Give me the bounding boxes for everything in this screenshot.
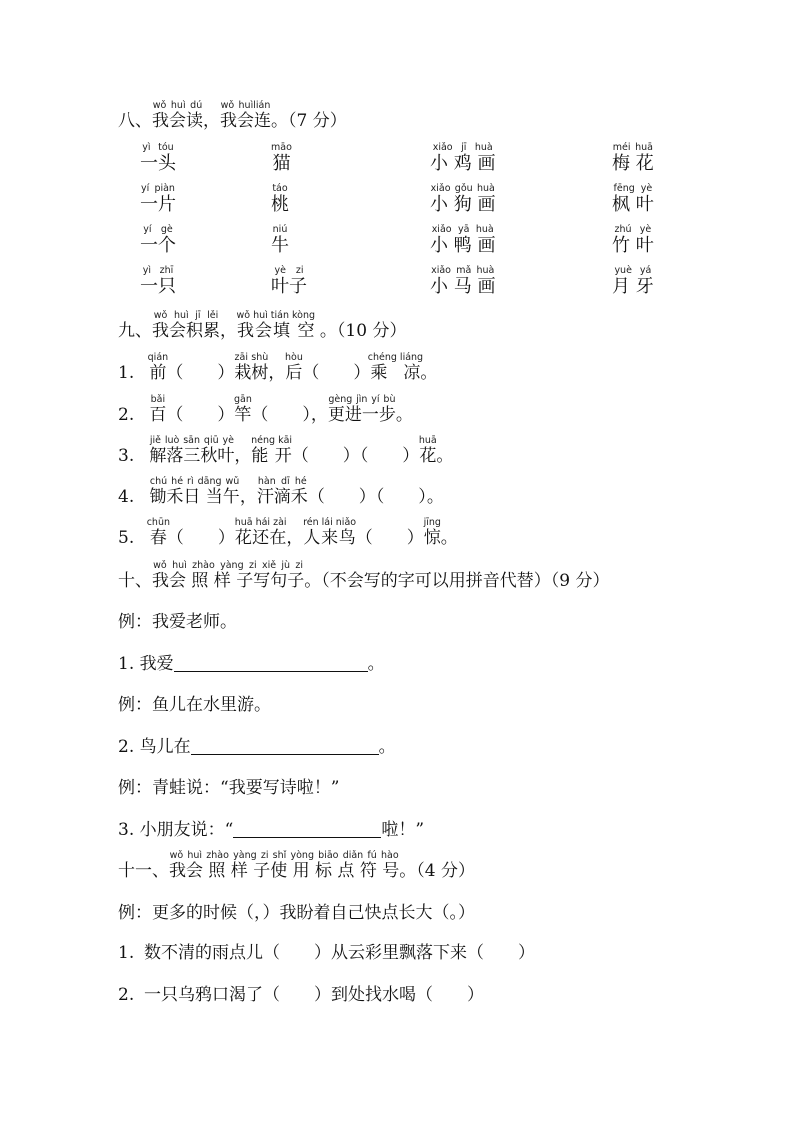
section10-heading	[118, 560, 609, 591]
answer-blank[interactable]: （ ）	[166, 528, 235, 548]
ruby-word: 我会填 空wǒ huì tián kòng	[236, 310, 316, 341]
sentence-item-1: 1. 我爱 。	[118, 654, 385, 674]
matching-row	[0, 142, 793, 182]
matching-row	[0, 183, 793, 223]
answer-blank[interactable]: （ ）	[359, 446, 420, 466]
sentence-item-3: 3. 小朋友说：“ 啦！”	[118, 820, 425, 840]
section-number: 十一、	[118, 861, 169, 881]
ruby-word: 能 开néng kāi	[251, 435, 293, 466]
match-item[interactable]: 桃táo	[271, 183, 289, 215]
score-label: 。（10 分）	[314, 321, 407, 341]
ruby-word: 我会 照 样 子写句子wǒ huì zhào yàng zi xiě jù zi	[152, 560, 305, 591]
matching-row	[0, 265, 793, 305]
answer-blank[interactable]: （ ）	[416, 985, 484, 1005]
item-number: 3.	[118, 446, 135, 466]
ruby-word: 我会连wǒ huìlián	[220, 100, 271, 131]
fill-item-4: 4. 锄禾日 当午chú hé rì dāng wǔ，汗滴禾hàn dī hé（ ）（ ）。	[118, 476, 444, 507]
answer-line[interactable]	[191, 736, 379, 755]
match-item[interactable]: 小 马 画xiǎo mǎ huà	[430, 265, 496, 297]
ruby-word: 竿gān	[233, 394, 252, 425]
answer-blank[interactable]: （ ）	[355, 528, 424, 548]
score-label: 。（7 分）	[271, 111, 347, 131]
answer-blank[interactable]: （ ）	[263, 943, 331, 963]
fill-item-2: 2. 百bǎi（ ）竿gān（ ），更进一步gèng jìn yí bù。	[118, 394, 413, 425]
match-item[interactable]: 叶子yè zi	[271, 265, 307, 297]
matching-row	[0, 224, 793, 264]
match-item[interactable]: 猫māo	[271, 142, 292, 174]
item-number: 2.	[118, 985, 135, 1005]
answer-blank[interactable]: （ ）	[166, 363, 235, 383]
ruby-word: 人来鸟rén lái niǎo	[303, 517, 357, 548]
match-item[interactable]: 梅 花méi huā	[612, 142, 654, 174]
answer-line[interactable]	[174, 653, 368, 672]
item-number: 2.	[118, 405, 135, 425]
match-item[interactable]: 一个yí gè	[140, 224, 176, 256]
example-sentence: 例：鱼儿在水里游。	[118, 695, 271, 715]
instruction-note: 。（不会写的字可以用拼音代替）（9 分）	[304, 571, 610, 591]
ruby-word: 春chūn	[146, 517, 170, 548]
match-item[interactable]: 竹 叶zhú yè	[612, 224, 654, 256]
ruby-word: 惊jīng	[423, 517, 441, 548]
match-item[interactable]: 月 牙yuè yá	[612, 265, 654, 297]
punctuation-item-2: 2. 一只乌鸦口渴了（ ）到处找水喝（ ）	[118, 985, 484, 1005]
section9-heading: 九、我会积累wǒ huì jī lěi，我会填 空wǒ huì tián kòng 。（10 分）	[118, 310, 407, 341]
ruby-word: 百bǎi	[149, 394, 167, 425]
sentence-item-2: 2. 鸟儿在 。	[118, 737, 396, 757]
fill-item-1: 1. 前qián（ ）栽树zāi shù，后hòu（ ）乘 凉chéng liáng。	[118, 352, 438, 383]
fill-item-5: 5. 春chūn（ ）花还在huā hái zài，人来鸟rén lái niǎo（ ）惊jīng。	[118, 517, 458, 548]
match-item[interactable]: 一只yì zhī	[140, 265, 176, 297]
example-sentence: 例：我爱老师。	[118, 612, 237, 632]
ruby-word: 花还在huā hái zài	[234, 517, 287, 548]
fill-item-3: 3. 解落三秋叶jiě luò sān qiū yè，能 开néng kāi（ ）（ ）花huā。	[118, 435, 454, 466]
punctuation-item-1: 1. 数不清的雨点儿（ ）从云彩里飘落下来（ ）	[118, 943, 535, 963]
match-item[interactable]: 一头yì tóu	[140, 142, 176, 174]
ruby-word: 后hòu	[284, 352, 303, 383]
answer-blank[interactable]: （ ）	[291, 446, 360, 466]
answer-line[interactable]	[233, 819, 381, 838]
answer-blank[interactable]: （ ）	[467, 943, 535, 963]
score-label: 。（4 分）	[399, 861, 475, 881]
ruby-word: 栽树zāi shù	[234, 352, 269, 383]
ruby-word: 更进一步gèng jìn yí bù	[327, 394, 396, 425]
section-number: 八、	[118, 111, 152, 131]
ruby-word: 锄禾日 当午chú hé rì dāng wǔ	[149, 476, 240, 507]
ruby-word: 汗滴禾hàn dī hé	[256, 476, 308, 507]
ruby-word: 前qián	[147, 352, 169, 383]
ruby-word: 解落三秋叶jiě luò sān qiū yè	[149, 435, 235, 466]
section-number: 九、	[118, 321, 152, 341]
answer-blank[interactable]: （ ）	[251, 405, 311, 425]
section11-heading	[118, 850, 475, 881]
answer-blank[interactable]: （ ）	[166, 405, 235, 425]
ruby-word: 我会积累wǒ huì jī lěi	[152, 310, 220, 341]
punctuation-example: 例：更多的时候（，）我盼着自己快点长大（。）	[118, 903, 475, 923]
match-item[interactable]: 小 鸡 画xiǎo jī huà	[430, 142, 496, 174]
item-number: 5.	[118, 528, 135, 548]
item-number: 1.	[118, 363, 135, 383]
match-item[interactable]: 牛niú	[271, 224, 289, 256]
ruby-word: 我会 照 样 子使 用 标 点 符 号wǒ huì zhào yàng zi shǐ yòng biāo diǎn fú hào	[169, 850, 400, 881]
match-item[interactable]: 小 狗 画xiǎo gǒu huà	[430, 183, 496, 215]
answer-blank[interactable]: （ ）	[375, 487, 427, 507]
item-number: 4.	[118, 487, 135, 507]
ruby-word: 花huā	[418, 435, 437, 466]
section8-heading: 八、我会读wǒ huì dú，我会连wǒ huìlián。（7 分）	[118, 100, 347, 131]
answer-blank[interactable]: （ ）	[302, 363, 371, 383]
match-item[interactable]: 一片yí piàn	[140, 183, 176, 215]
answer-blank[interactable]: （ ）	[307, 487, 376, 507]
match-item[interactable]: 枫 叶fēng yè	[612, 183, 654, 215]
example-sentence: 例：青蛙说：“我要写诗啦！”	[118, 778, 340, 798]
match-item[interactable]: 小 鸭 画xiǎo yā huà	[430, 224, 496, 256]
section-number: 十、	[118, 571, 152, 591]
ruby-word: 乘 凉chéng liáng	[367, 352, 424, 383]
ruby-word: 我会读wǒ huì dú	[152, 100, 203, 131]
answer-blank[interactable]: （ ）	[263, 985, 331, 1005]
item-number: 1.	[118, 943, 135, 963]
